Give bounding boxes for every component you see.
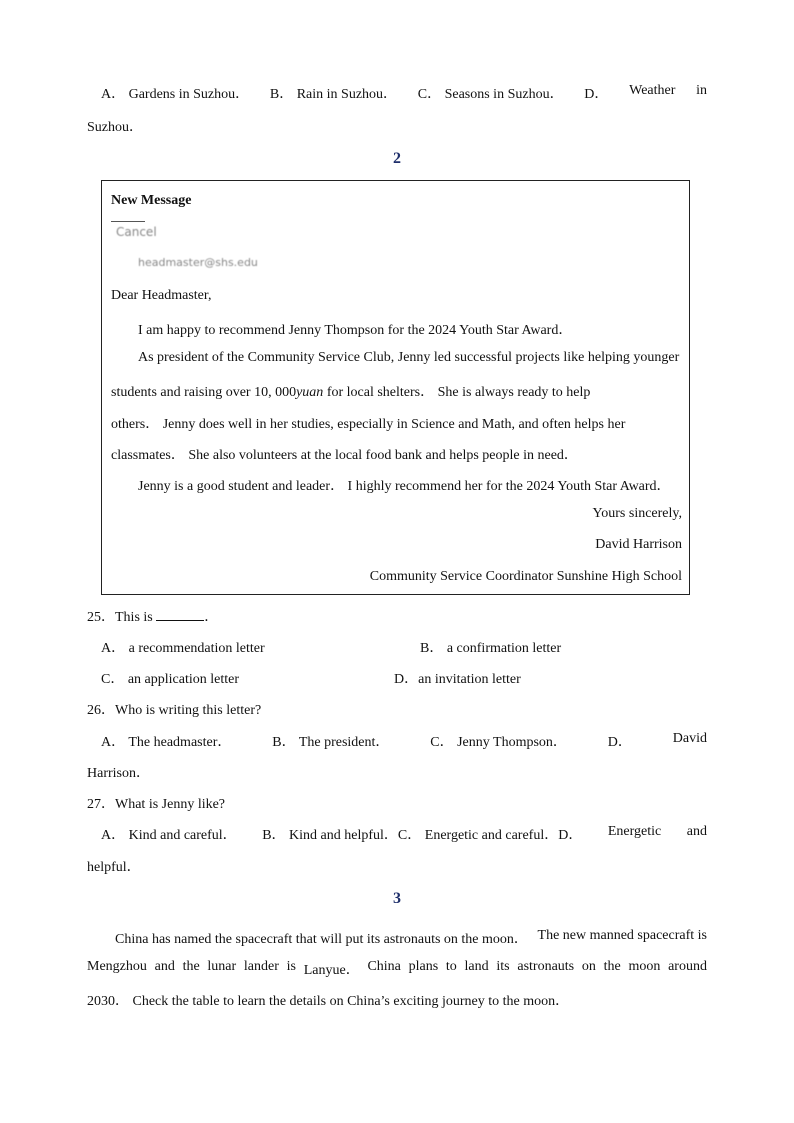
currency-word: yuan — [296, 385, 324, 400]
q24-option-d-label: D． — [584, 87, 609, 102]
passage-3-line-3: 2030． Check the table to learn the details on China’s exciting journey to the moon． — [87, 994, 570, 1009]
passage-3-word: land — [464, 959, 489, 974]
q27-stem: 27．What is Jenny like? — [87, 797, 226, 812]
passage-3-word: moon — [628, 959, 661, 974]
q26-option-d-label: D． — [607, 735, 632, 750]
q24-option-d-word1: Weather — [629, 83, 676, 98]
passage-3-line-2 — [87, 959, 707, 979]
q25-stem-pre: 25．This is — [87, 610, 153, 625]
message-title: New Message — [111, 193, 192, 208]
passage-3-word: its — [496, 959, 510, 974]
q24-option-b: B． Rain in Suzhou． — [269, 87, 398, 102]
passage-3-word: Mengzhou — [87, 959, 147, 974]
q26-stem: 26．Who is writing this letter? — [87, 703, 262, 718]
q26-option-a: A． The headmaster． — [101, 735, 232, 750]
recipient-address: headmaster@shs.edu — [138, 256, 258, 269]
q25-option-b: B． a confirmation letter — [420, 641, 562, 656]
message-paragraph-2-line-3: others． Jenny does well in her studies, especially in Science and Math, and often helps her — [111, 417, 626, 432]
message-paragraph-2-line-1: As president of the Community Service Club, Jenny led successful projects like helping younger — [138, 350, 680, 365]
message-paragraph-2-line-4: classmates． She also volunteers at the local food bank and helps people in need． — [111, 448, 578, 463]
passage-3-word: the — [603, 959, 621, 974]
message-divider — [111, 221, 145, 222]
q27-option-d-word2: and — [686, 824, 707, 839]
passage-3-word: on — [581, 959, 596, 974]
passage-3-line-1-part-2: The new manned spacecraft is — [537, 928, 707, 943]
q26-option-d-wrap: Harrison． — [87, 766, 150, 781]
q26-option-b: B． The president． — [272, 735, 390, 750]
message-paragraph-3: Jenny is a good student and leader． I highly recommend her for the 2024 Youth Star Award． — [138, 479, 671, 494]
q25-option-a: A． a recommendation letter — [101, 641, 265, 656]
passage-3-word: lander — [243, 959, 279, 974]
q24-option-a: A． Gardens in Suzhou． — [101, 87, 250, 102]
message-closing: Yours sincerely, — [592, 506, 682, 521]
message-paragraph-1: I am happy to recommend Jenny Thompson for the 2024 Youth Star Award． — [138, 323, 573, 338]
passage-3-word: lunar — [207, 959, 237, 974]
q27-option-a: A． Kind and careful． — [101, 828, 237, 843]
line-2-post: for local shelters． She is always ready to help — [323, 385, 591, 400]
message-paragraph-2-line-2 — [111, 381, 590, 401]
q26-option-d-word: David — [672, 731, 707, 746]
section-2-heading: 2 — [393, 150, 401, 167]
q26-options-line — [101, 731, 707, 751]
passage-3-word: is — [286, 959, 296, 974]
passage-3-word: and — [154, 959, 175, 974]
q25-answer-blank — [156, 608, 204, 621]
passage-3-word: Lanyue． — [303, 963, 360, 978]
message-greeting: Dear Headmaster, — [111, 288, 212, 303]
passage-3-word: plans — [408, 959, 439, 974]
message-signature: David Harrison — [595, 537, 682, 552]
section-3-heading: 3 — [393, 890, 401, 907]
passage-3-word: astronauts — [517, 959, 575, 974]
q27-option-d-word1: Energetic — [607, 824, 662, 839]
q26-option-c: C． Jenny Thompson． — [430, 735, 567, 750]
q25-option-c: C． an application letter — [101, 672, 240, 687]
q24-option-d-word2: in — [696, 83, 707, 98]
passage-3-line-1 — [115, 928, 707, 948]
q24-option-d-wrap: Suzhou． — [87, 120, 143, 135]
message-position: Community Service Coordinator Sunshine High School — [369, 569, 682, 584]
q24-options-line — [101, 83, 707, 103]
cancel-button[interactable]: Cancel — [116, 225, 157, 239]
q27-option-d-wrap: helpful． — [87, 860, 141, 875]
q27-option-bcd: B． Kind and helpful．C． Energetic and careful．D． — [262, 828, 583, 843]
q25-stem — [87, 606, 218, 626]
q24-option-c: C． Seasons in Suzhou． — [417, 87, 564, 102]
line-2-pre: students and raising over 10, 000 — [111, 385, 297, 400]
q25-option-d: D．an invitation letter — [394, 672, 521, 687]
passage-3-word: around — [668, 959, 707, 974]
message-box — [101, 180, 690, 595]
passage-3-line-1-part-1: China has named the spacecraft that will put its astronauts on the moon． — [115, 932, 528, 947]
q27-options-line — [101, 824, 707, 844]
passage-3-word: to — [445, 959, 457, 974]
passage-3-word: China — [367, 959, 401, 974]
q25-stem-post: ． — [204, 610, 219, 625]
passage-3-word: the — [182, 959, 200, 974]
